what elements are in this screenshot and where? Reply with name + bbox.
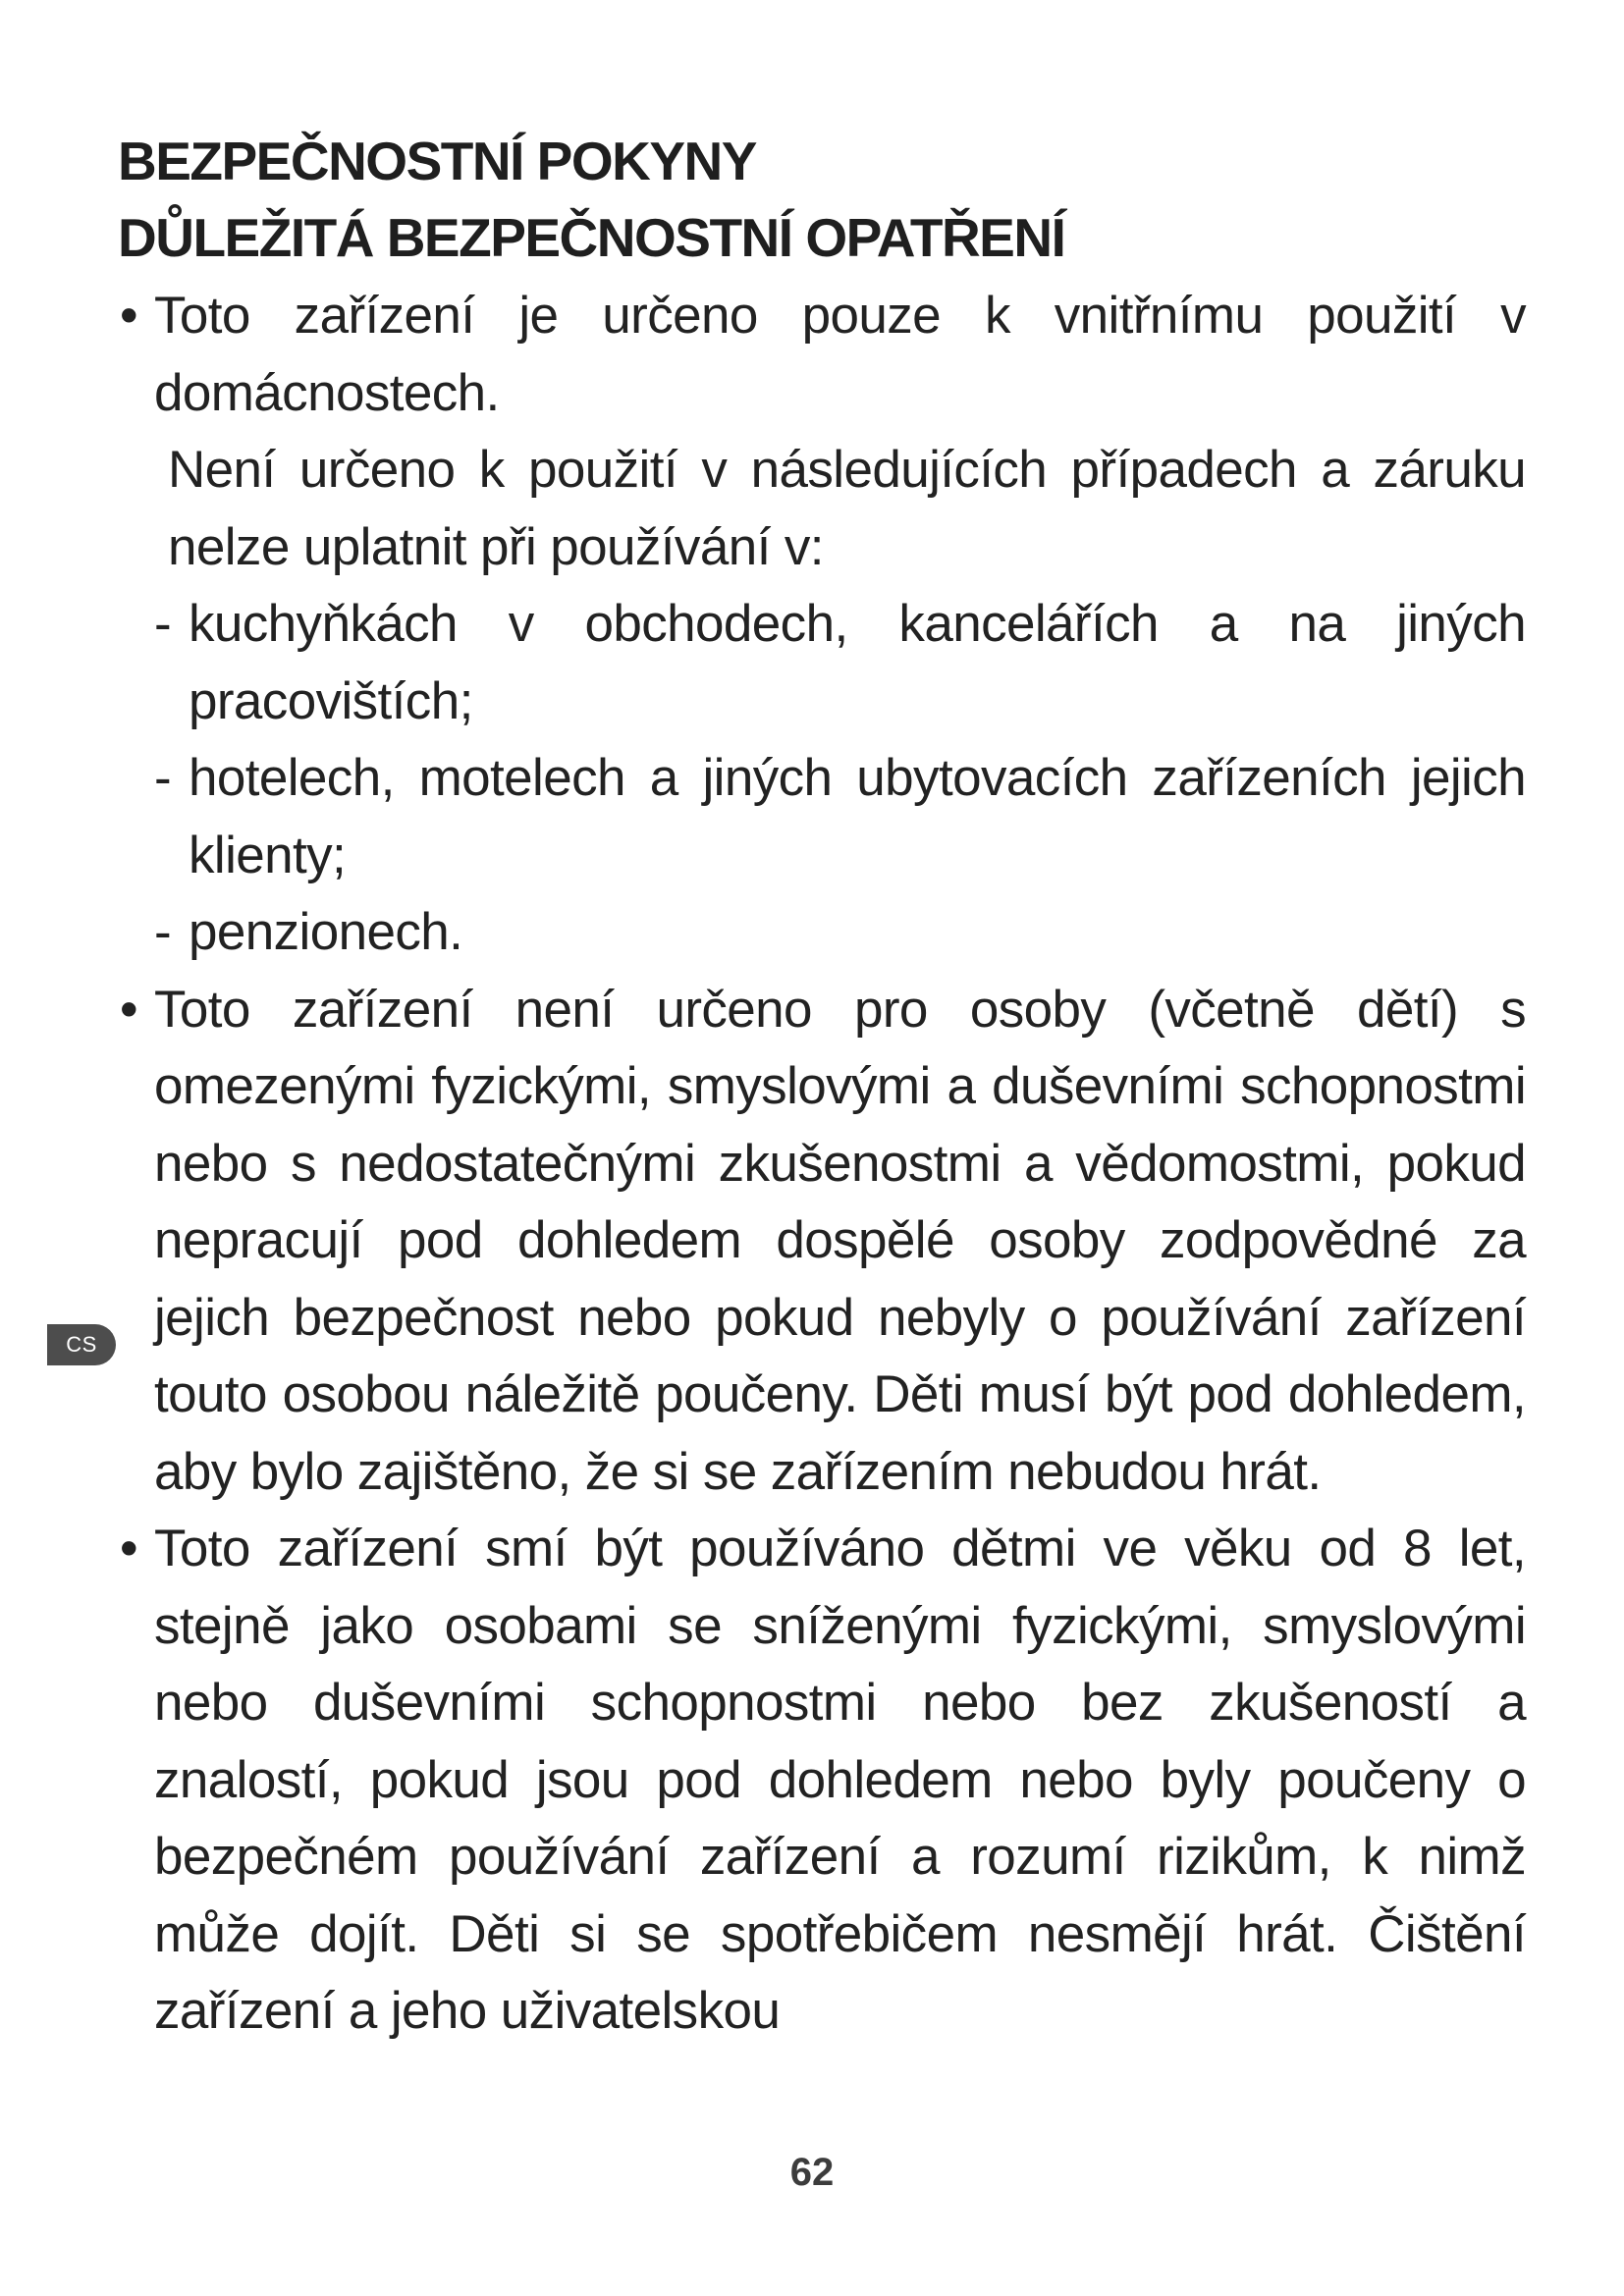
dash-list-item: - kuchyňkách v obchodech, kancelářích a na jiných pracovištích; [154,586,1526,740]
bullet-text: • Toto zařízení smí být používáno dětmi ve věku od 8 let, stejně jako osobami se sníženými fyzickými, smyslovými nebo duševními schopnostmi nebo bez zkušeností a znalostí, pokud jsou pod dohledem nebo byly poučeny o bezpečném používání zařízení a rozumí rizikům, k nimž může dojít. Děti si se spotřebičem nesmějí hrát. Čištění zařízení a jeho uživatelskou [154,1520,1526,2040]
dash-list-item: - hotelech, motelech a jiných ubytovacích zařízeních jejich klienty; [154,740,1526,894]
dash-list-item: - penzionech. [154,894,1526,972]
page-subtitle: DŮLEŽITÁ BEZPEČNOSTNÍ OPATŘENÍ [118,207,1065,268]
heading-block [118,123,1522,276]
page-title: BEZPEČNOSTNÍ POKYNY [118,131,756,191]
language-tab: CS [47,1324,116,1365]
bullet-item-1 [120,278,1526,972]
bullet-subparagraph: Není určeno k použití v následujících případech a záruku nelze uplatnit při používání v: [168,441,1526,576]
bullet-item-3 [120,1511,1526,2051]
bullet-item-2 [120,972,1526,1512]
page-number: 62 [789,2151,835,2194]
bullet-text: • Toto zařízení není určeno pro osoby (včetně dětí) s omezenými fyzickými, smyslovými a duševními schopnostmi nebo s nedostatečnými zkušenostmi a vědomostmi, pokud nepracují pod dohledem dospělé osoby zodpovědné za jejich bezpečnost nebo pokud nebyly o používání zařízení touto osobou náležitě poučeny. Děti musí být pod dohledem, aby bylo zajištěno, že si se zařízením nebudou hrát. [154,980,1526,1501]
dash-list [154,586,1526,972]
bullet-text: • Toto zařízení je určeno pouze k vnitřnímu použití v domácnostech. [154,287,1526,422]
safety-instructions [120,278,1526,2051]
